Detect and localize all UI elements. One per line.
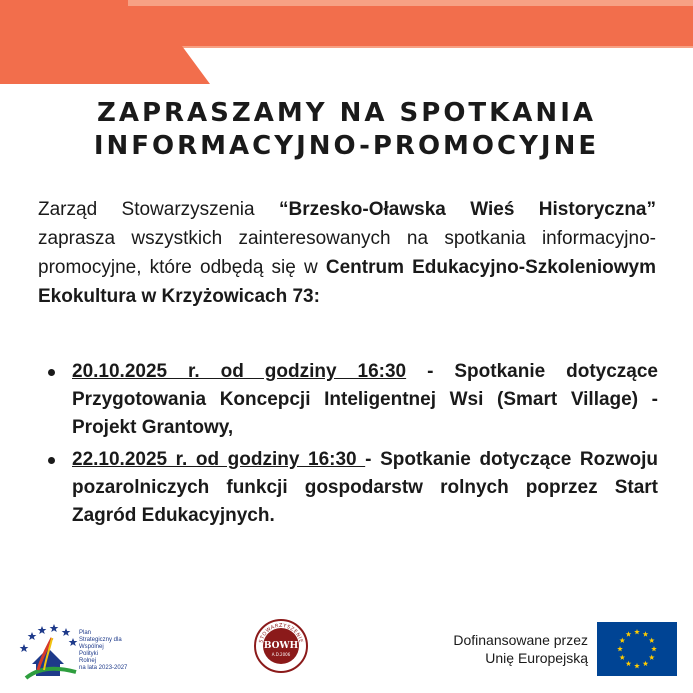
bowh-seal-icon xyxy=(254,619,308,673)
event-1-datetime: 20.10.2025 r. od godziny 16:30 xyxy=(72,361,407,382)
bullet-icon xyxy=(48,369,55,376)
event-2-description: - Spotkanie dotyczące Rozwoju pozarolniczych funkcji gospodarstw rolnych poprzez Start Zagród Edukacyjnych. xyxy=(72,449,658,526)
psp-line-6: na lata 2023-2027 xyxy=(79,665,128,671)
psp-line-3: Wspólnej xyxy=(79,644,104,650)
bowh-year: A.D.2006 xyxy=(271,652,291,657)
intro-text-1: Zarząd Stowarzyszenia xyxy=(38,199,279,220)
intro-text-2: zaprasza wszystkich zainteresowanych na spotkania informacyjno-promocyjne, które odbędą się w xyxy=(38,228,656,278)
header-banner xyxy=(0,0,693,90)
eu-line-1: Dofinansowane przez xyxy=(453,632,588,648)
eu-line-2: Unię Europejską xyxy=(485,650,588,666)
venue-name: Centrum Edukacyjno-Szkoleniowym Ekokultura w Krzyżowicach 73: xyxy=(38,257,656,307)
title-line-2: INFORMACYJNO-PROMOCYJNE xyxy=(93,131,600,161)
eu-funding-text xyxy=(420,631,588,667)
psp-text xyxy=(79,630,127,672)
psp-line-1: Plan xyxy=(79,630,92,636)
psp-line-4: Polityki xyxy=(79,651,99,657)
event-1-description: - Spotkanie dotyczące Przygotowania Koncepcji Inteligentnej Wsi (Smart Village) - Projekt Grantowy, xyxy=(72,361,658,438)
event-item-2 xyxy=(38,446,658,530)
event-2-datetime: 22.10.2025 r. od godziny 16:30 xyxy=(72,449,366,470)
events-list xyxy=(38,358,658,534)
organization-name: “Brzesko-Oławska Wieś Historyczna” xyxy=(278,199,657,220)
eu-flag-icon xyxy=(597,622,677,676)
event-item-1 xyxy=(38,358,658,442)
footer-logos xyxy=(0,612,693,693)
bowh-ring-text: STOWARZYSZENIE xyxy=(258,623,304,644)
bowh-label: BOWH xyxy=(263,641,299,651)
title-line-1: ZAPRASZAMY NA SPOTKANIA xyxy=(96,98,596,128)
psp-line-2: Strategiczny dla xyxy=(79,637,122,643)
intro-paragraph xyxy=(38,195,656,311)
bullet-icon xyxy=(48,457,55,464)
banner-shape-main xyxy=(0,0,693,84)
page-title xyxy=(0,97,693,163)
psp-line-5: Rolnej xyxy=(79,658,97,664)
